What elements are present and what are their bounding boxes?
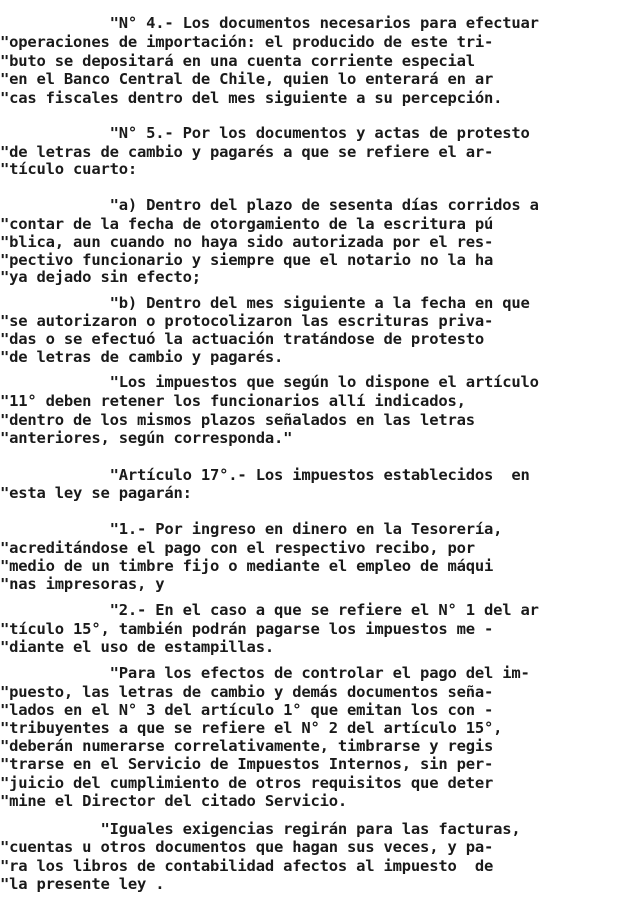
text-line: "11° deben retener los funcionarios allí indicados, [0,392,466,410]
text-line: "anteriores, según corresponda." [0,429,293,447]
text-line: "la presente ley . [0,875,165,893]
text-line: "cas fiscales dentro del mes siguiente a su percepción. [0,89,503,107]
text-line: "deberán numerarse correlativamente, timbrarse y regis [0,737,494,755]
text-line: "mine el Director del citado Servicio. [0,792,348,810]
text-line: "medio de un timbre fijo o mediante el empleo de máqui [0,557,494,575]
text-line: "a) Dentro del plazo de sesenta días corridos a [0,196,539,214]
text-line: "dentro de los mismos plazos señalados en las letras [0,411,475,429]
text-line: "en el Banco Central de Chile, quien lo enterará en ar [0,70,494,88]
text-line: "tribuyentes a que se refiere el N° 2 del artículo 15°, [0,719,503,737]
text-line: "puesto, las letras de cambio y demás documentos seña- [0,683,494,701]
text-line: "b) Dentro del mes siguiente a la fecha en que [0,294,530,312]
text-line: "juicio del cumplimiento de otros requisitos que deter [0,774,494,792]
text-line: "acreditándose el pago con el respectivo recibo, por [0,539,475,557]
text-line: "das o se efectuó la actuación tratándose de protesto [0,330,484,348]
text-line: "ra los libros de contabilidad afectos al impuesto de [0,857,494,875]
text-line: "contar de la fecha de otorgamiento de la escritura pú [0,215,494,233]
text-line: "de letras de cambio y pagarés a que se refiere el ar- [0,143,494,161]
text-line: "diante el uso de estampillas. [0,638,274,656]
text-line: "lados en el N° 3 del artículo 1° que emitan los con - [0,701,494,719]
text-line: "buto se depositará en una cuenta corriente especial [0,52,475,70]
text-line: "nas impresoras, y [0,575,165,593]
text-line: "pectivo funcionario y siempre que el notario no la ha [0,251,494,269]
text-line: "ya dejado sin efecto; [0,268,201,286]
text-line: "N° 4.- Los documentos necesarios para efectuar [0,14,539,32]
text-line: "tículo cuarto: [0,160,137,178]
text-line: "trarse en el Servicio de Impuestos Internos, sin per- [0,755,494,773]
text-line: "de letras de cambio y pagarés. [0,348,284,366]
text-line: "2.- En el caso a que se refiere el N° 1 del ar [0,601,539,619]
text-line: "tículo 15°, también podrán pagarse los impuestos me - [0,620,494,638]
text-line: "Iguales exigencias regirán para las facturas, [0,820,521,838]
text-line: "Los impuestos que según lo dispone el artículo [0,373,539,391]
text-line: "blica, aun cuando no haya sido autorizada por el res- [0,233,494,251]
text-line: "esta ley se pagarán: [0,484,192,502]
text-line: "1.- Por ingreso en dinero en la Tesorería, [0,520,503,538]
text-line: "Para los efectos de controlar el pago del im- [0,664,530,682]
text-line: "operaciones de importación: el producido de este tri- [0,33,494,51]
text-line: "Artículo 17°.- Los impuestos establecidos en [0,466,530,484]
text-line: "se autorizaron o protocolizaron las escrituras priva- [0,312,494,330]
text-line: "cuentas u otros documentos que hagan sus veces, y pa- [0,838,494,856]
text-line: "N° 5.- Por los documentos y actas de protesto [0,124,530,142]
